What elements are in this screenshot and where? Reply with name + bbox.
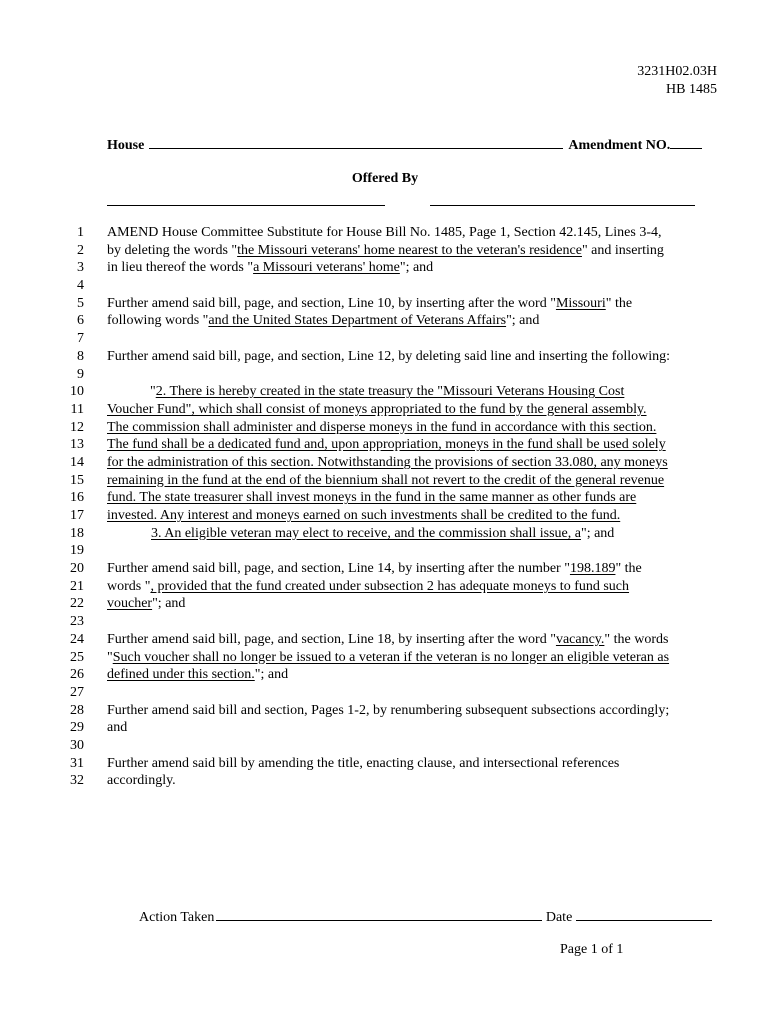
action-taken-row: [139, 906, 712, 926]
underlined-insert: defined under this section.: [107, 667, 255, 683]
body-line-10: [107, 383, 719, 401]
text-run: in lieu thereof the words ": [107, 260, 254, 276]
sponsor-signature-rule-right: [430, 205, 695, 206]
line-number: 21: [70, 578, 84, 594]
body-line-18: [107, 525, 719, 543]
offered-by-heading: Offered By: [351, 171, 419, 186]
line-number: 8: [77, 348, 84, 364]
house-amendment-line: [107, 134, 702, 154]
line-number: 3: [77, 260, 84, 276]
text-run: "; and: [152, 596, 186, 612]
text-run: following words ": [107, 313, 209, 329]
text-run: " the: [615, 561, 642, 577]
line-number: 2: [77, 242, 84, 258]
underlined-insert: The commission shall administer and disperse moneys in the fund in accordance with this section.: [107, 419, 657, 435]
text-run: " the: [605, 295, 633, 311]
amendment-body: [107, 224, 719, 790]
body-line-29: and: [107, 720, 128, 736]
underlined-insert: The fund shall be a dedicated fund and, upon appropriation, moneys in the fund shall be used solely: [107, 437, 666, 453]
body-line-21: [107, 578, 719, 596]
text-run: Further amend said bill, page, and section, Line 18, by inserting after the word ": [107, 631, 556, 647]
body-line-6: [107, 312, 719, 330]
underlined-insert: Voucher Fund", which shall consist of moneys appropriated to the fund by the general assembly.: [107, 401, 647, 417]
underlined-insert: voucher: [107, 596, 153, 612]
text-run: Further amend said bill, page, and section, Line 14, by inserting after the number ": [107, 561, 570, 577]
line-number: 13: [70, 437, 84, 453]
line-number: 23: [70, 614, 84, 630]
underlined-insert: [107, 526, 581, 541]
text-run: " and inserting: [581, 242, 664, 258]
line-number: 32: [70, 773, 84, 789]
body-line-28: Further amend said bill and section, Pages 1-2, by renumbering subsequent subsections accordingly;: [107, 702, 670, 718]
text-run: "; and: [506, 313, 540, 329]
page-number: Page 1 of 1: [560, 942, 624, 957]
body-line-1: AMEND House Committee Substitute for House Bill No. 1485, Page 1, Section 42.145, Lines 3-4,: [107, 225, 662, 240]
line-number: 17: [70, 508, 84, 523]
line-number: 28: [70, 702, 84, 718]
text-run: "; and: [580, 525, 615, 541]
body-line-9: [107, 366, 719, 384]
line-number: 22: [70, 596, 84, 612]
text-run: 3. An eligible veteran may elect to receive, and the commission shall issue, a: [151, 525, 581, 541]
body-line-32: accordingly.: [107, 773, 176, 789]
body-line-11: [107, 401, 719, 419]
body-line-8: Further amend said bill, page, and section, Line 12, by deleting said line and inserting the following:: [107, 348, 670, 364]
body-line-7: [107, 330, 719, 348]
underlined-insert: invested. Any interest and moneys earned on such investments shall be credited to the fund.: [107, 508, 621, 523]
line-number: 20: [70, 561, 84, 577]
line-number: 25: [70, 649, 84, 665]
underlined-insert: a Missouri veterans' home: [253, 260, 400, 276]
document-code: 3231H02.03H: [637, 64, 717, 79]
underlined-insert: , provided that the fund created under subsection 2 has adequate moneys to fund such: [150, 578, 630, 594]
line-number: 24: [70, 631, 84, 647]
line-number: 12: [70, 419, 84, 435]
line-number: 9: [77, 366, 84, 382]
body-line-15: [107, 472, 719, 490]
date-label: Date: [545, 910, 573, 925]
body-line-16: [107, 489, 719, 507]
text-run: by deleting the words ": [107, 242, 238, 258]
body-line-19: [107, 542, 719, 560]
line-number: 26: [70, 667, 84, 683]
house-blank-rule: [149, 134, 563, 149]
line-number: 14: [70, 454, 84, 470]
body-line-20: [107, 560, 719, 578]
line-number: 31: [70, 755, 84, 771]
text-run: ": [107, 649, 113, 665]
bill-number: HB 1485: [666, 82, 717, 97]
text-run: "; and: [254, 667, 289, 683]
line-number: 11: [70, 401, 84, 417]
body-line-27: [107, 684, 719, 702]
body-line-4: [107, 277, 719, 295]
underlined-insert: Missouri: [555, 295, 606, 311]
body-line-2: [107, 242, 719, 260]
line-number: 15: [70, 472, 84, 488]
underlined-insert: vacancy.: [555, 631, 605, 647]
line-number: 10: [70, 384, 84, 400]
line-number: 1: [77, 225, 84, 240]
text-run: words ": [107, 578, 151, 594]
amendment-label: Amendment NO.: [568, 138, 671, 153]
line-number: 6: [77, 313, 84, 329]
body-line-25: [107, 649, 719, 667]
body-line-14: [107, 454, 719, 472]
line-number: 7: [77, 331, 84, 347]
date-rule: [576, 906, 712, 921]
sponsor-signature-rule-left: [107, 205, 385, 206]
underlined-insert: for the administration of this section. Notwithstanding the provisions of section 33.080, any moneys: [107, 454, 668, 470]
body-line-22: [107, 595, 719, 613]
text-run: Further amend said bill, page, and section, Line 10, by inserting after the word ": [107, 295, 556, 311]
underlined-insert: 198.189: [569, 561, 616, 577]
body-line-3: [107, 259, 719, 277]
body-line-30: [107, 737, 719, 755]
body-line-12: [107, 419, 719, 437]
underlined-insert: and the United States Department of Veterans Affairs: [208, 313, 507, 329]
line-number: 30: [70, 737, 84, 753]
underlined-insert: Such voucher shall no longer be issued to a veteran if the veteran is no longer an eligible veteran as: [112, 649, 670, 665]
action-taken-rule: [216, 906, 542, 921]
body-line-5: [107, 295, 719, 313]
amendment-number-rule: [670, 134, 702, 149]
line-number: 27: [70, 684, 84, 700]
body-line-26: [107, 666, 719, 684]
underlined-insert: 2. There is hereby created in the state treasury the "Missouri Veterans Housing Cost: [155, 384, 625, 400]
house-label: House: [107, 138, 145, 153]
body-line-13: [107, 436, 719, 454]
underlined-insert: remaining in the fund at the end of the biennium shall not revert to the credit of the general revenue: [107, 472, 665, 488]
body-line-17: [107, 507, 719, 525]
line-number: 18: [70, 525, 84, 541]
underlined-insert: fund. The state treasurer shall invest moneys in the fund in the same manner as other funds are: [107, 490, 637, 506]
line-number: 29: [70, 720, 84, 736]
action-taken-label: Action Taken: [139, 910, 215, 925]
line-number: 19: [70, 543, 84, 559]
text-run: ": [150, 384, 156, 400]
line-number: 5: [77, 295, 84, 311]
text-run: "; and: [399, 260, 434, 276]
text-run: " the words: [604, 631, 669, 647]
line-number: 4: [77, 278, 84, 294]
body-line-23: [107, 613, 719, 631]
body-line-31: Further amend said bill by amending the title, enacting clause, and intersectional references: [107, 755, 620, 771]
line-numbers: [62, 224, 84, 790]
body-line-24: [107, 631, 719, 649]
line-number: 16: [70, 490, 84, 506]
underlined-insert: the Missouri veterans' home nearest to the veteran's residence: [237, 242, 582, 258]
